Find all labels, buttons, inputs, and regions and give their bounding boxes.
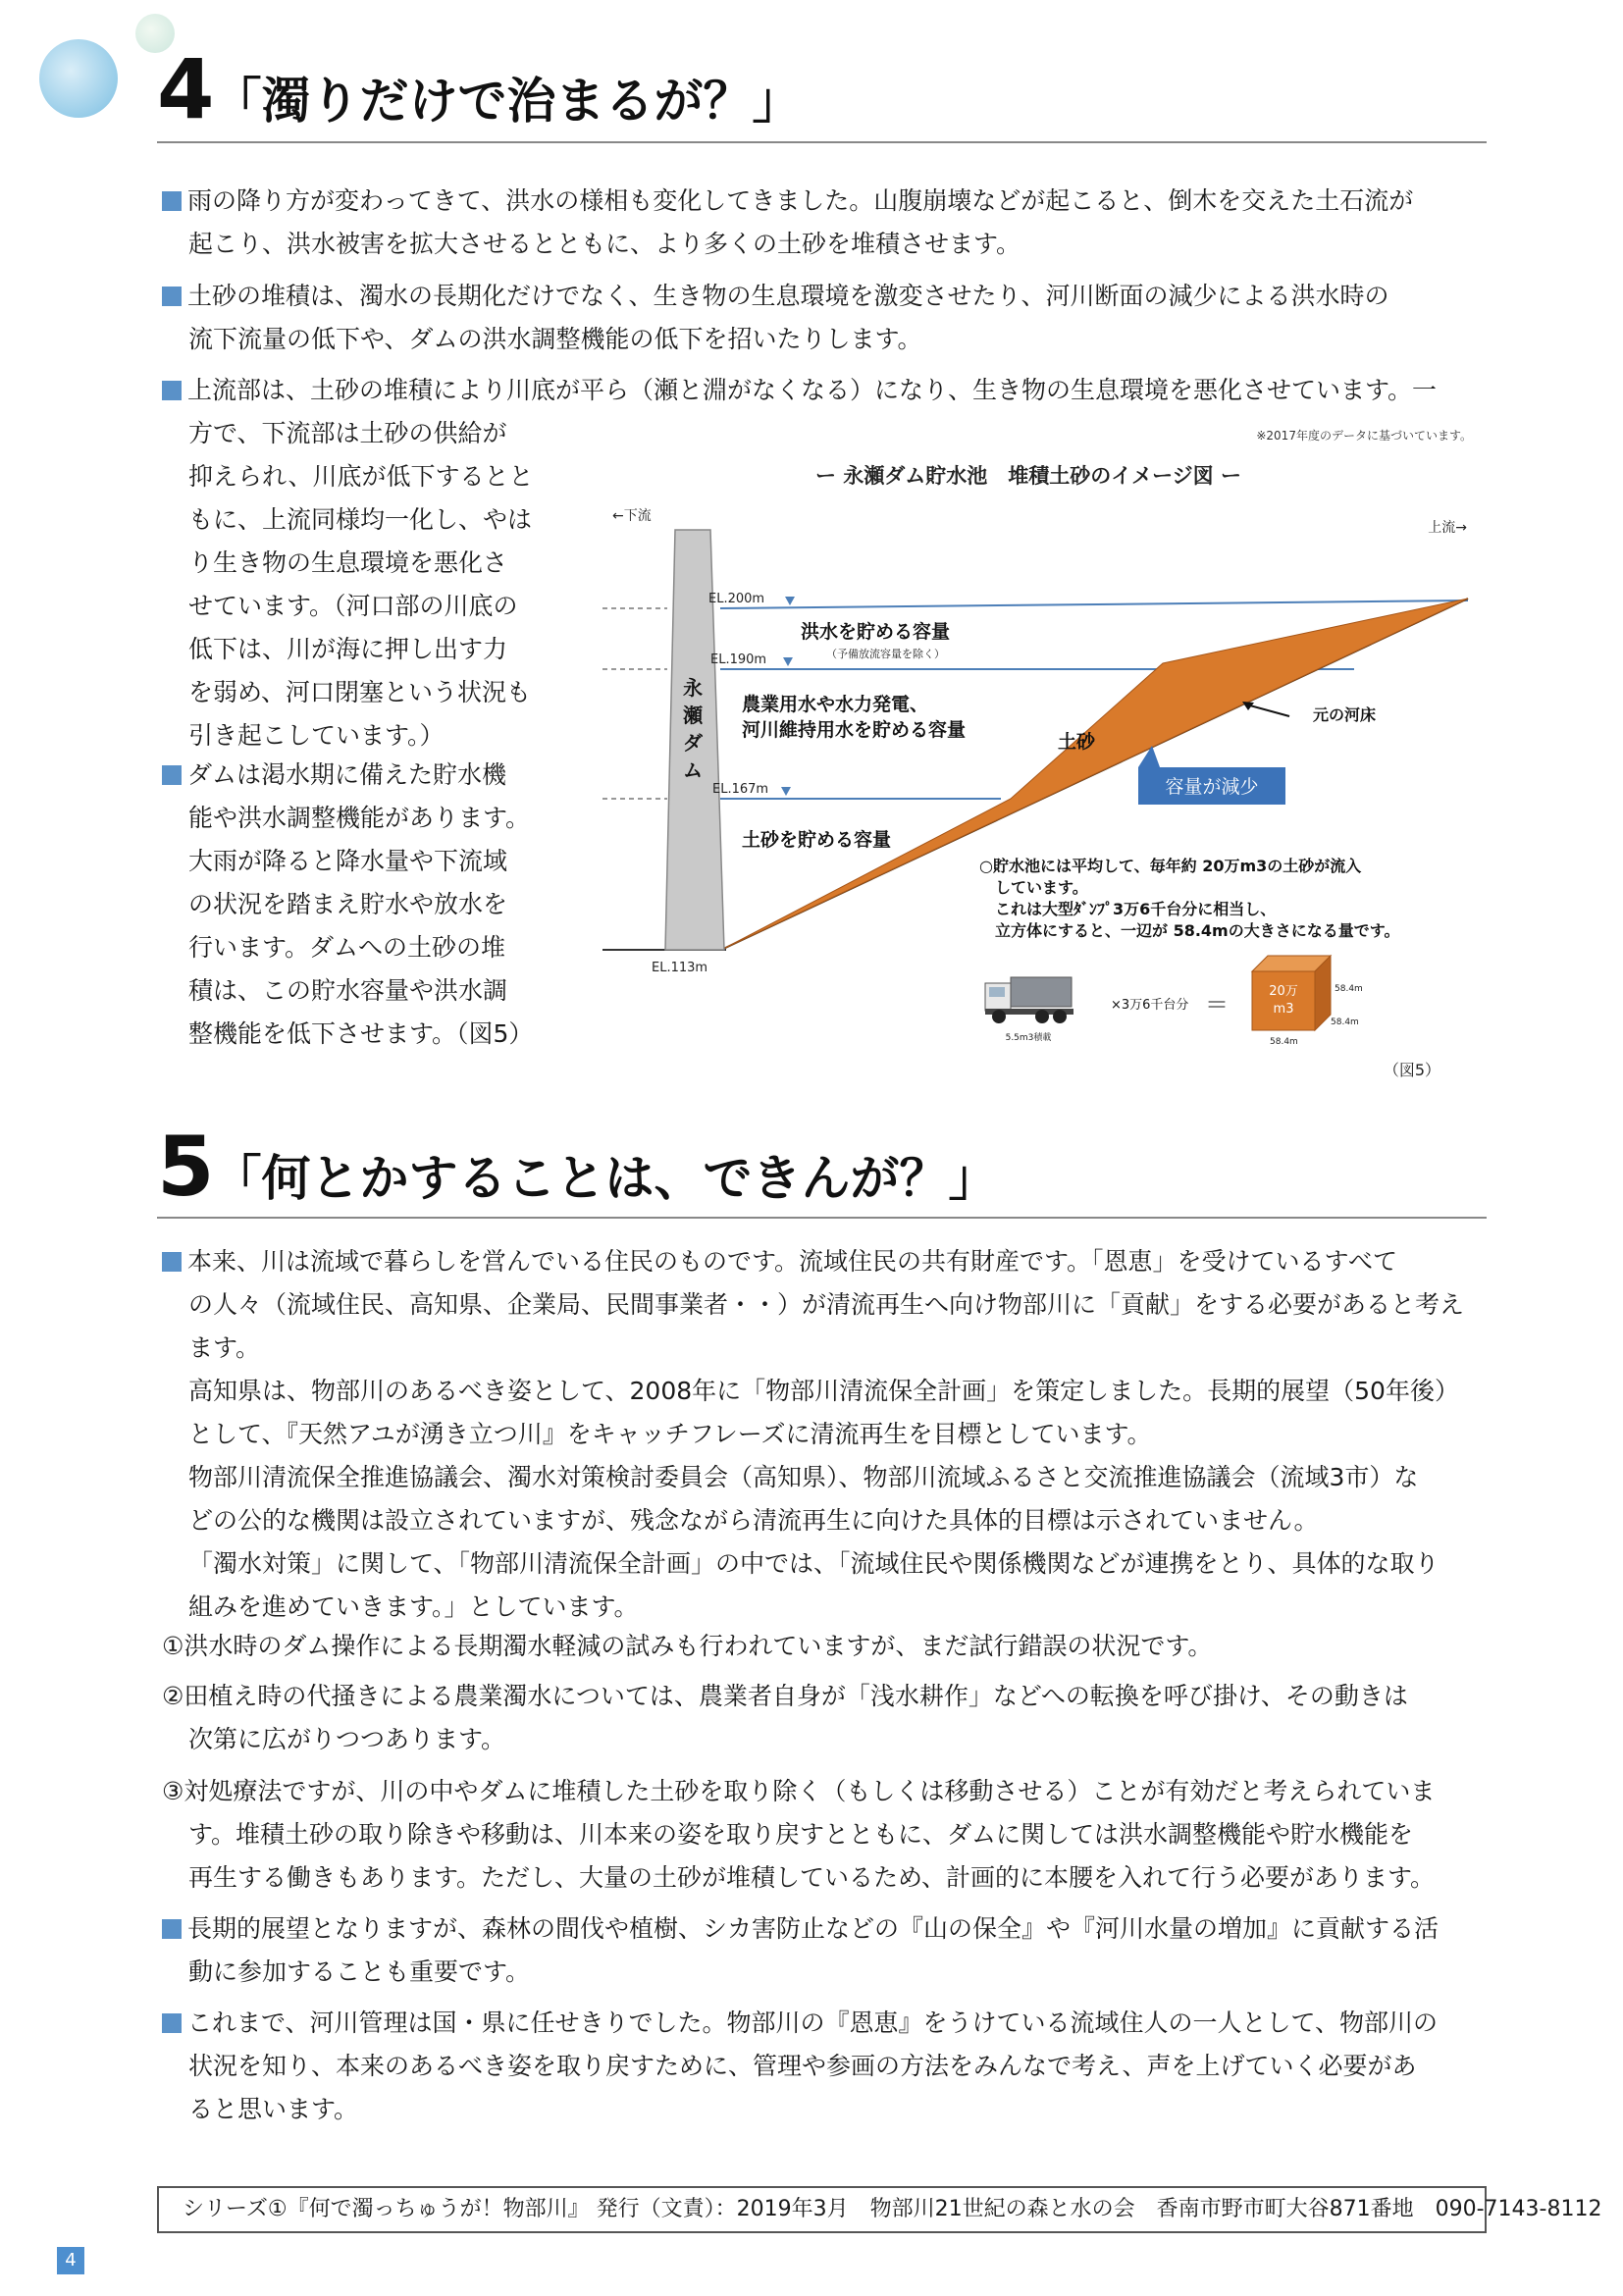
cube-dim-width: 58.4m: [1270, 1037, 1298, 1047]
dam-label-3: ダ: [683, 731, 703, 755]
times-label: ×3万6千台分: [1111, 998, 1189, 1013]
water-capacity-label-2: 河川維持用水を貯める容量: [742, 719, 967, 741]
decorative-circle: [39, 39, 118, 118]
el113-label: EL.113m: [652, 961, 708, 975]
upstream-label: 上流→: [1428, 520, 1467, 536]
section5-paragraph-1: 本来、川は流域で暮らしを営んでいる住民のものです。流域住民の共有財産です。「恩恵」を受けているすべて の人々（流域住民、高知県、企業局、民間事業者・・）が清流再生へ向け物部川に「貢献」をする必要があると考え ます。 高知県は、物部川のあるべき姿として、2008年に「物部川清流保全計画」を策定しました。長期的展望（50年後） として、『天然アユが湧き立つ川』をキャッチフレーズに清流再生を目標としています。 物部川清流保全推進協議会、濁水対策検討委員会（高知県）、物部川流域ふるさと交流推進協議会（流域3市）な どの公的な機関は設立されていますが、残念ながら清流再生に向けた具体的目標は示されていません。 「濁水対策」に関して、「物部川清流保全計画」の中では、「流域住民や関係機関などが連携をとり、具体的な取り 組みを進めていきます。」としています。: [162, 1240, 1464, 1629]
section5-item-1: ①洪水時のダム操作による長期濁水軽減の試みも行われていますが、まだ試行錯誤の状況です。: [162, 1632, 1213, 1660]
bullet-square-icon: [162, 191, 182, 211]
bullet-square-icon: [162, 381, 182, 400]
downstream-label: ←下流: [612, 508, 652, 524]
section5-paragraph-3: これまで、河川管理は国・県に任せきりでした。物部川の『恩恵』をうけている流域住人の一人として、物部川の 状況を知り、本来のあるべき姿を取り戻すために、管理や参画の方法をみんなで考え、声を上げていく必要があ ると思います。: [162, 2002, 1438, 2131]
el190-label: EL.190m: [710, 652, 767, 667]
cube-dim-height: 58.4m: [1335, 984, 1363, 994]
section5-title: 「何とかすることは、できんが？」: [212, 1150, 998, 1207]
figure-number: （図5）: [1383, 1061, 1440, 1079]
flood-capacity-label: 洪水を貯める容量: [801, 621, 951, 643]
sediment-label: 土砂: [1058, 731, 1096, 753]
section4-number: 4: [157, 41, 213, 137]
el200-water-line: [720, 600, 1468, 608]
page-number-badge: 4: [57, 2247, 84, 2274]
bullet-square-icon: [162, 1252, 182, 1272]
dam-label-2: 瀬: [683, 704, 703, 727]
cube-label-2: m3: [1273, 1002, 1294, 1017]
dump-truck-icon: [985, 977, 1073, 1023]
footer-publication-info: シリーズ①『何で濁っちゅうが！物部川』 発行（文責）：2019年3月 物部川21世紀の森と水の会 香南市野市町大谷871番地 090-7143-8112: [157, 2186, 1487, 2233]
flood-capacity-sublabel: （予備放流容量を除く）: [826, 648, 945, 660]
dam-label-4: ム: [683, 758, 703, 782]
el200-marker-icon: [785, 597, 795, 605]
cube-label-1: 20万: [1269, 984, 1298, 999]
sediment-diagram-svg: [589, 422, 1492, 1089]
section5-paragraph-2: 長期的展望となりますが、森林の間伐や植樹、シカ害防止などの『山の保全』や『河川水量の増加』に貢献する活 動に参加することも重要です。: [162, 1907, 1439, 1994]
section5-number: 5: [157, 1119, 213, 1215]
bullet-square-icon: [162, 1919, 182, 1939]
bullet-square-icon: [162, 287, 182, 306]
section4-paragraph-2: 土砂の堆積は、濁水の長期化だけでなく、生き物の生息環境を激変させたり、河川断面の減少による洪水時の 流下流量の低下や、ダムの洪水調整機能の低下を招いたりします。: [162, 275, 1389, 361]
info-line-3: これは大型ﾀﾞﾝﾌﾟ3万6千台分に相当し、: [995, 900, 1277, 918]
truck-caption: 5.5m3積載: [1005, 1033, 1052, 1043]
el190-marker-icon: [783, 657, 793, 666]
equals-sign: ＝: [1205, 991, 1229, 1018]
original-bed-arrow: [1246, 704, 1289, 716]
bullet-square-icon: [162, 765, 182, 785]
figure-note: ※2017年度のデータに基づいています。: [1256, 429, 1472, 443]
el167-label: EL.167m: [712, 782, 769, 797]
info-line-4: 立方体にすると、一辺が 58.4mの大きさになる量です。: [995, 921, 1400, 940]
dam-label-1: 永: [683, 676, 703, 700]
section4-paragraph-4: ダムは渇水期に備えた貯水機 能や洪水調整機能があります。 大雨が降ると降水量や下流域 の状況を踏まえ貯水や放水を 行います。ダムへの土砂の堆 積は、この貯水容量や洪水調 整機能を低下させます。（図5）: [162, 754, 533, 1056]
el167-marker-icon: [781, 787, 791, 796]
section4-title: 「濁りだけで治まるが？」: [212, 73, 802, 130]
section5-rule: [157, 1217, 1487, 1219]
cube-dim-depth: 58.4m: [1331, 1018, 1359, 1027]
info-line-1: ○貯水池には平均して、毎年約 20万m3の土砂が流入: [979, 857, 1362, 875]
el200-label: EL.200m: [708, 592, 765, 606]
bullet-square-icon: [162, 2013, 182, 2033]
section5-item-2: ②田植え時の代掻きによる農業濁水については、農業者自身が「浅水耕作」などへの転換を呼び掛け、その動きは 次第に広がりつつあります。: [162, 1682, 1408, 1753]
water-capacity-label-1: 農業用水や水力発電、: [742, 694, 929, 715]
section4-rule: [157, 141, 1487, 143]
section5-item-3: ③対処療法ですが、川の中やダムに堆積した土砂を取り除く（もしくは移動させる）ことが有効だと考えられていま す。堆積土砂の取り除きや移動は、川本来の姿を取り戻すとともに、ダムに関しては洪水調整機能や貯水機能を 再生する働きもあります。ただし、大量の土砂が堆積しているため、計画的に本腰を入れて行う必要があります。: [162, 1777, 1436, 1892]
info-line-2: しています。: [995, 878, 1088, 897]
original-bed-label: 元の河床: [1313, 705, 1377, 724]
sediment-capacity-label: 土砂を貯める容量: [742, 829, 892, 851]
section5-heading: [157, 1119, 997, 1215]
section4-heading: [157, 41, 801, 137]
section4-paragraph-3: 上流部は、土砂の堆積により川底が平ら（瀬と淵がなくなる）になり、生き物の生息環境を悪化させています。一 方で、下流部は土砂の供給が 抑えられ、川底が低下するとと もに、上流同様均一化し、やは り生き物の生息環境を悪化さ せています。（河口部の川底の 低下は、川が海に押し出す力 を弱め、河口閉塞という状況も 引き起こしています。）: [162, 369, 1437, 757]
figure-title: ー 永瀬ダム貯水池 堆積土砂のイメージ図 ー: [815, 464, 1241, 488]
figure-5-diagram: [589, 422, 1492, 1089]
capacity-decrease-label: 容量が減少: [1165, 776, 1259, 798]
section4-paragraph-1: 雨の降り方が変わってきて、洪水の様相も変化してきました。山腹崩壊などが起こると、倒木を交えた土石流が 起こり、洪水被害を拡大させるとともに、より多くの土砂を堆積させます。: [162, 180, 1413, 266]
